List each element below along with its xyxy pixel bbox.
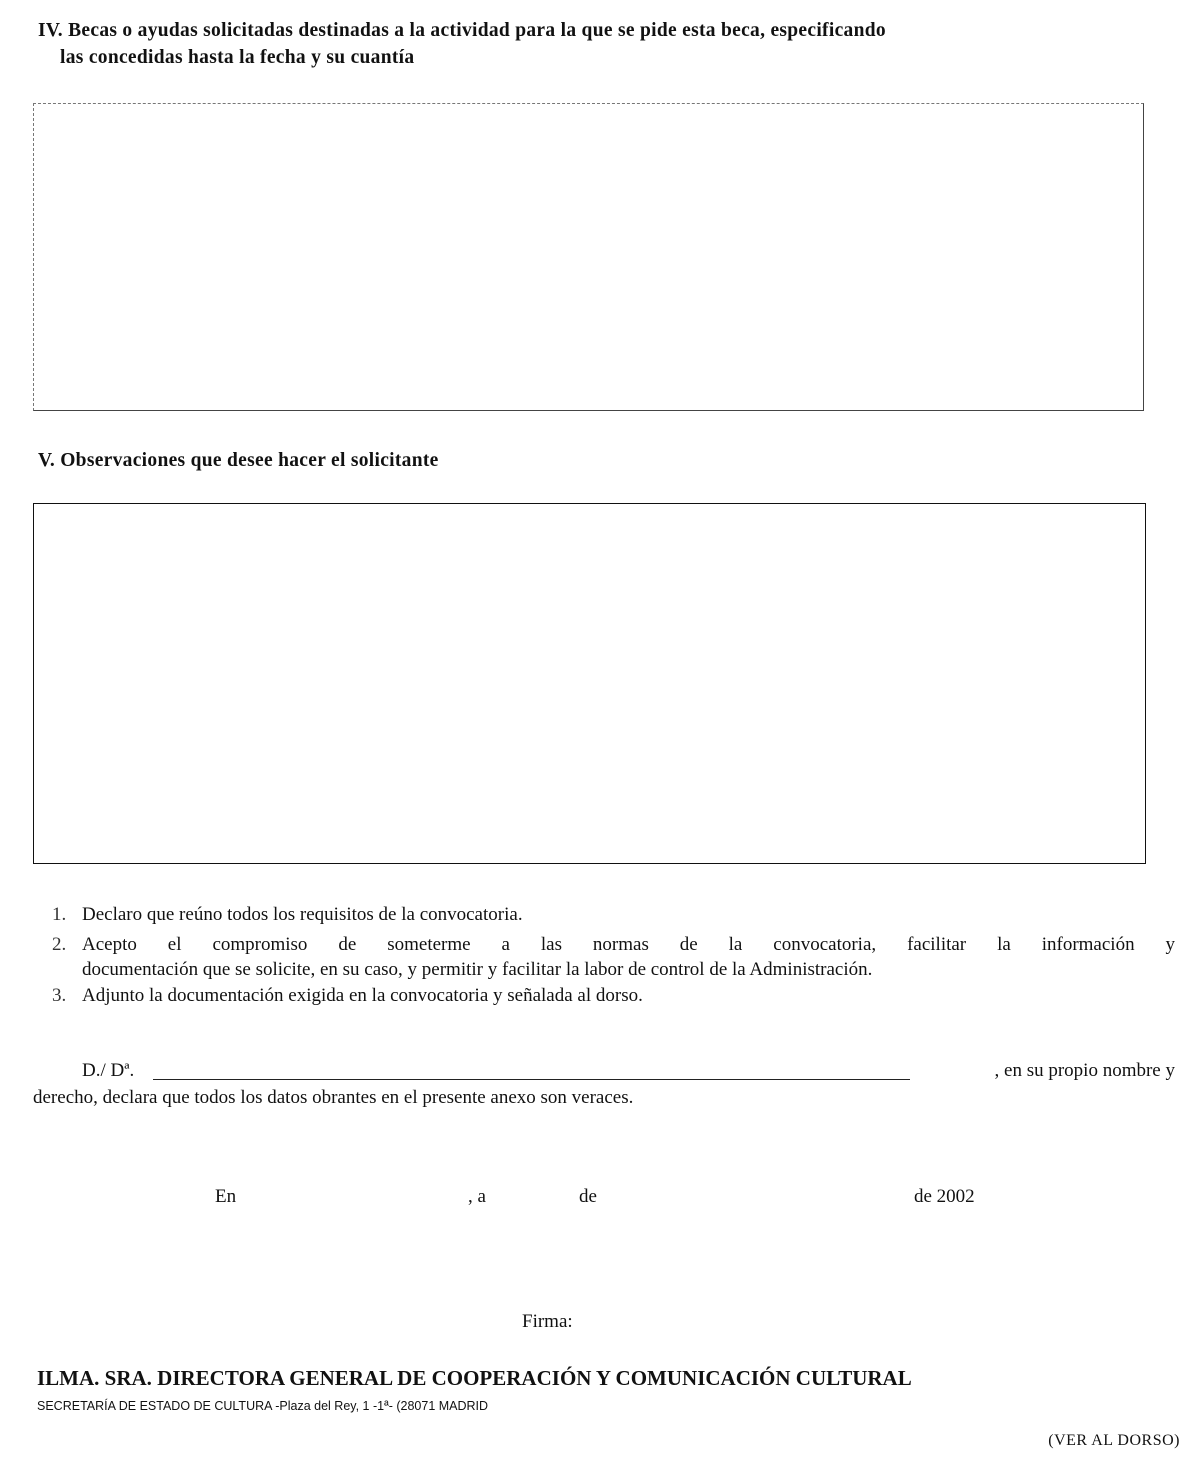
section-4-text-field[interactable]	[33, 103, 1144, 411]
name-input-line[interactable]	[153, 1079, 910, 1080]
declaration-item: Adjunto la documentación exigida en la convocatoria y señalada al dorso.	[82, 985, 643, 1006]
statement-line2: derecho, declara que todos los datos obrantes en el presente anexo son veraces.	[33, 1087, 634, 1108]
signature-label: Firma:	[522, 1311, 573, 1332]
declaration-item-continued: documentación que se solicite, en su caso, y permitir y facilitar la labor de control de la Administración.	[82, 959, 873, 980]
declaration-number: 3.	[52, 985, 67, 1006]
date-year-label: de 2002	[914, 1186, 975, 1207]
date-en-label: En	[215, 1186, 237, 1207]
declaration-item: Declaro que reúno todos los requisitos de la convocatoria.	[82, 904, 523, 925]
footer-addressee: ILMA. SRA. DIRECTORA GENERAL DE COOPERACIÓN Y COMUNICACIÓN CULTURAL	[37, 1366, 912, 1390]
declaration-number: 2.	[52, 934, 67, 955]
declaration-item: Acepto el compromiso de someterme a las normas de la convocatoria, facilitar la información y	[82, 934, 1175, 955]
section-5-title: V. Observaciones que desee hacer el solicitante	[38, 450, 439, 471]
section-4-title-line1: IV. Becas o ayudas solicitadas destinadas a la actividad para la que se pide esta beca, especificando	[38, 20, 886, 41]
statement-prefix: D./ Dª.	[82, 1060, 135, 1081]
declaration-number: 1.	[52, 904, 67, 925]
see-back-note: (VER AL DORSO)	[1048, 1432, 1180, 1449]
section-4-title-line2: las concedidas hasta la fecha y su cuantía	[60, 47, 415, 68]
section-5-text-field[interactable]	[33, 503, 1146, 864]
statement-suffix: , en su propio nombre y	[994, 1060, 1175, 1081]
date-a-label: , a	[468, 1186, 486, 1207]
footer-address: SECRETARÍA DE ESTADO DE CULTURA -Plaza del Rey, 1 -1ª- (28071 MADRID	[37, 1399, 489, 1413]
date-de-label: de	[579, 1186, 597, 1207]
